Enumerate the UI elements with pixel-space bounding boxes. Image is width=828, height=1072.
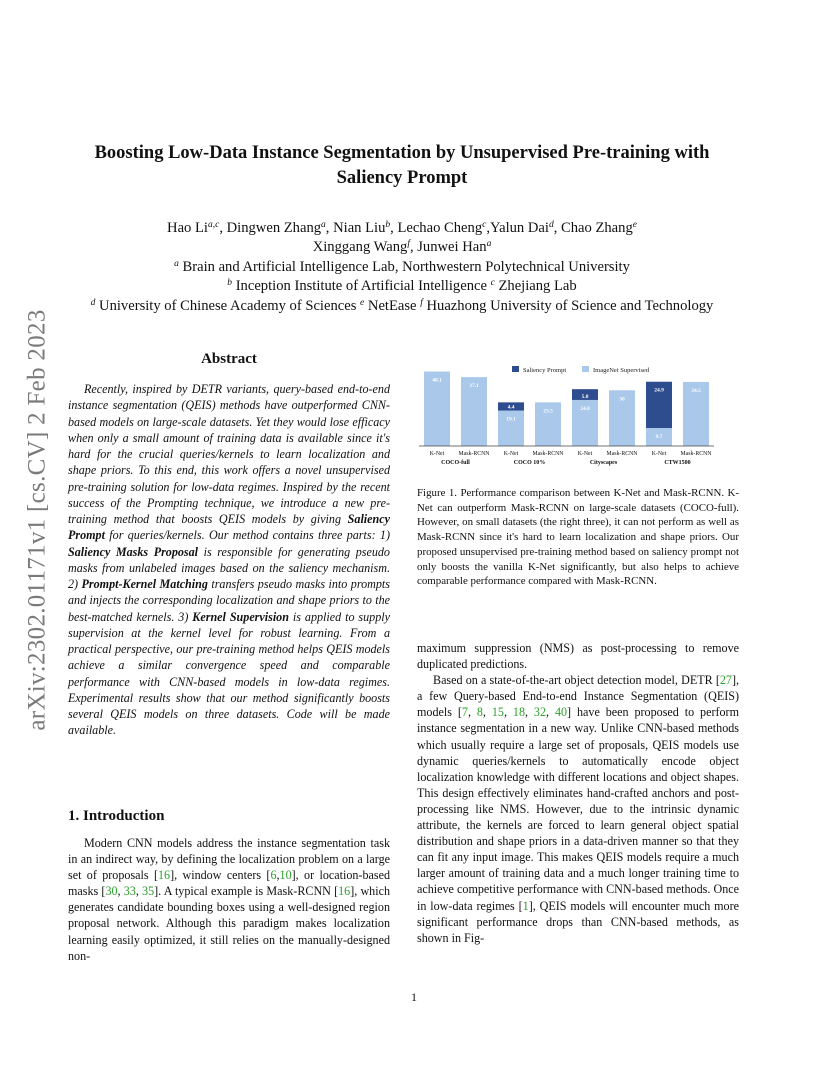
text-run: maximum suppression (NMS) as post-processing to remove duplicated predictions.	[417, 641, 739, 672]
text-run: ], or location-based masks [	[68, 868, 390, 899]
bar-value-label: 9.7	[655, 433, 663, 440]
author-affiliation-mark: b	[385, 220, 391, 230]
affiliation-text: NetEase	[364, 297, 421, 314]
bar-value-label: 23.5	[543, 408, 553, 415]
affiliation-mark: f	[420, 297, 423, 308]
affiliation-text: Zhejiang Lab	[494, 278, 577, 295]
citation-link[interactable]: 10	[279, 868, 292, 883]
text-run: ], a few Query-based End-to-end Instance Segmentation (QEIS) models [	[417, 673, 739, 720]
author-name: Yalun Dai	[490, 220, 549, 236]
citation-link[interactable]: 18	[512, 705, 525, 720]
text-run: ], which generates candidate bounding boxes using a well-designed region proposal network. Although this paradigm makes localization learning easily optimized, it still relies on the manually-designed non-	[68, 884, 391, 963]
bar-value-label: 30	[619, 396, 625, 403]
citation-link[interactable]: 16	[338, 884, 351, 899]
author-separator: ,	[553, 220, 561, 236]
legend-swatch	[582, 366, 589, 372]
affiliation-mark: d	[90, 297, 96, 308]
author-affiliation-mark: a,c	[207, 220, 220, 230]
citation-link[interactable]: 6	[270, 868, 277, 883]
citation-link[interactable]: 27	[719, 673, 732, 688]
author-separator: ,	[409, 239, 418, 256]
text-run: ], QEIS models will encounter much more significant performance drops than CNN-based methods, as shown in Fig-	[417, 898, 739, 945]
author-separator: ,	[325, 220, 334, 236]
affiliation-line	[70, 258, 734, 277]
bold-term: Saliency Masks Proposal	[68, 544, 199, 559]
affiliation-mark: a	[174, 258, 179, 269]
affiliation-text: Huazhong University of Science and Technology	[422, 297, 714, 314]
author-affiliation-mark: a	[486, 239, 492, 250]
bar-category-label: K-Net	[503, 451, 519, 457]
bar-value-label: 37.1	[469, 383, 479, 390]
author-name: Xinggang Wang	[312, 239, 408, 256]
group-label: Cityscapes	[589, 460, 618, 466]
bar-category-label: Mask-RCNN	[606, 451, 638, 457]
affiliation-text: Brain and Artificial Intelligence Lab, Northwestern Polytechnical University	[178, 258, 630, 275]
author-separator: ,	[219, 220, 227, 236]
author-name: Nian Liu	[333, 220, 386, 236]
body-paragraph	[417, 672, 739, 946]
author-separator: ,	[390, 220, 398, 236]
figure-1-caption: Figure 1. Performance comparison between K-Net and Mask-RCNN. K-Net can outperform Mask-RCNN on large-scale datasets (COCO-full). However, on small datasets (the right three), it can not perform as well as Mask-RCNN since it's hard to learn localization and shape priors. Our proposed unsupervised pre-training method based on saliency prompt not only boosts the vanilla K-Net significantly, but also helps to achieve comparable performance compared with Mask-RCNN.	[417, 487, 739, 588]
text-run: ,	[482, 705, 492, 720]
text-run: ,	[524, 705, 534, 720]
group-label: COCO-full	[441, 460, 470, 466]
bar-category-label: K-Net	[429, 451, 445, 457]
group-label: CTW1500	[664, 460, 691, 466]
affiliation-text: University of Chinese Academy of Sciences	[95, 297, 361, 314]
citation-link[interactable]: 32	[533, 705, 547, 720]
affiliation-line	[70, 297, 734, 316]
author-name: Chao Zhang	[561, 220, 633, 236]
author-block	[70, 219, 734, 316]
bar-value-label: 19.1	[506, 416, 516, 423]
text-run: is responsible for generating pseudo masks from unlabeled images based on the saliency mechanism. 2)	[68, 544, 390, 591]
author-line-2	[70, 238, 734, 257]
citation-link[interactable]: 7	[461, 705, 468, 720]
author-affiliation-mark: f	[407, 239, 410, 250]
bar-category-label: Mask-RCNN	[680, 451, 712, 457]
affiliation-line	[70, 277, 734, 296]
bar-value-label: 5.8	[581, 393, 589, 400]
text-run: ]. A typical example is Mask-RCNN [	[154, 884, 339, 899]
text-run: is applied to supply supervision at the kernel level for robust learning. From a practical perspective, our pre-training method helps QEIS models achieve a similar convergence speed and comparable performance with CNN-based models in low-data regimes. Experimental results show that our method significantly boosts several QEIS models on three datasets. Code will be made available.	[68, 609, 391, 738]
bar-category-label: Mask-RCNN	[532, 451, 564, 457]
text-run: Modern CNN models address the instance segmentation task in an indirect way, by defining the localization problem on a large set of proposals [	[68, 836, 390, 883]
text-run: ] have been proposed to perform instance segmentation in a new way. Unlike CNN-based methods which usually require a large set of proposals, QEIS models use dynamic queries/kernels to automatically encode object localization knowledge with different locations and object shapes. This design effectively eliminates hand-crafted anchors and post-processing like NMS. However, due to the intrinsic dynamic attribute, the kernels are forced to learn general object spatial distribution and shape priors in a data-driven manner so that they can fit any input image. This makes QEIS models require a much larger amount of training data and a much longer training time to achieve competitive performance with CNN-based methods. Once in low-data regimes [	[417, 705, 739, 913]
bar-value-label: 4.4	[507, 404, 515, 411]
author-affiliation-mark: c	[482, 220, 487, 230]
affiliation-mark: c	[490, 278, 495, 289]
bold-term: Saliency Prompt	[68, 512, 390, 543]
text-run: Based on a state-of-the-art object detection model, DETR [	[433, 673, 720, 688]
author-affiliation-mark: a	[321, 220, 326, 230]
legend-label: ImageNet Supervised	[593, 367, 650, 374]
text-run: ,	[503, 705, 513, 720]
citation-link[interactable]: 8	[476, 705, 483, 720]
bar-category-label: Mask-RCNN	[458, 451, 490, 457]
citation-link[interactable]: 16	[157, 868, 171, 883]
figure-1-chart	[417, 360, 739, 472]
text-run: ,	[135, 884, 143, 899]
affiliation-list	[70, 258, 734, 316]
bar-value-label: 24.9	[654, 387, 664, 394]
abstract-text	[68, 381, 390, 739]
citation-link[interactable]: 30	[105, 884, 118, 899]
introduction-paragraph	[68, 835, 390, 964]
text-run: ], window centers [	[170, 868, 271, 883]
bar-value-label: 24.8	[580, 405, 590, 412]
author-name: Lechao Cheng	[397, 220, 483, 236]
citation-link[interactable]: 40	[554, 705, 568, 720]
citation-link[interactable]: 35	[142, 884, 155, 899]
author-line-1	[70, 219, 734, 238]
legend-swatch	[512, 366, 519, 372]
text-run: Recently, inspired by DETR variants, query-based end-to-end instance segmentation (QEIS) methods have outperformed CNN-based models on large-scale datasets. Yet they would lose efficacy when only a small amount of training data is available since it's hard for the crucial queries/kernels to learn localization and shape priors. To this end, this work offers a novel unsupervised pre-training solution for low-data regimes. Inspired by the recent success of the Prompting technique, we introduce a new pre-training method that boosts QEIS models by giving	[68, 382, 390, 526]
bar-chart	[417, 360, 739, 472]
bold-term: Prompt-Kernel Matching	[81, 577, 208, 591]
author-name: Hao Li	[167, 220, 208, 236]
bar-value-label: 40.1	[432, 377, 442, 384]
author-separator: ,	[486, 220, 491, 236]
author-affiliation-mark: d	[548, 220, 554, 230]
body-paragraph	[417, 640, 739, 672]
text-run: ,	[546, 705, 555, 720]
text-run: ,	[467, 705, 477, 720]
bold-term: Kernel Supervision	[192, 609, 289, 624]
introduction-heading: 1. Introduction	[68, 808, 165, 824]
bar-category-label: K-Net	[577, 451, 593, 457]
legend-label: Saliency Prompt	[523, 367, 567, 374]
text-run: ,	[117, 884, 124, 899]
text-run: ,	[276, 868, 280, 883]
left-column	[68, 349, 390, 989]
author-name: Junwei Han	[417, 239, 487, 256]
citation-link[interactable]: 1	[522, 898, 529, 913]
page-number: 1	[411, 990, 417, 1004]
text-run: for queries/kernels. Our method contains three parts: 1)	[104, 528, 390, 543]
paper-title: Boosting Low-Data Instance Segmentation by Unsupervised Pre-training with Saliency Prompt	[94, 143, 710, 188]
author-name: Dingwen Zhang	[226, 220, 322, 236]
bar-category-label: K-Net	[651, 451, 667, 457]
affiliation-mark: b	[227, 278, 233, 289]
citation-link[interactable]: 33	[123, 884, 136, 899]
author-affiliation-mark: e	[632, 220, 637, 230]
affiliation-mark: e	[360, 297, 365, 308]
citation-link[interactable]: 15	[491, 705, 504, 720]
arxiv-identifier: arXiv:2302.01171v1 [cs.CV] 2 Feb 2023	[24, 309, 51, 731]
right-column-body	[417, 640, 739, 946]
bar-value-label: 34.5	[691, 387, 701, 394]
affiliation-text: Inception Institute of Artificial Intelligence	[232, 278, 491, 295]
group-label: COCO 10%	[513, 460, 546, 466]
text-run: transfers pseudo masks into prompts and injects the corresponding localization and shape priors to the best-matched kernels. 3)	[68, 577, 390, 624]
abstract-heading: Abstract	[201, 351, 257, 367]
